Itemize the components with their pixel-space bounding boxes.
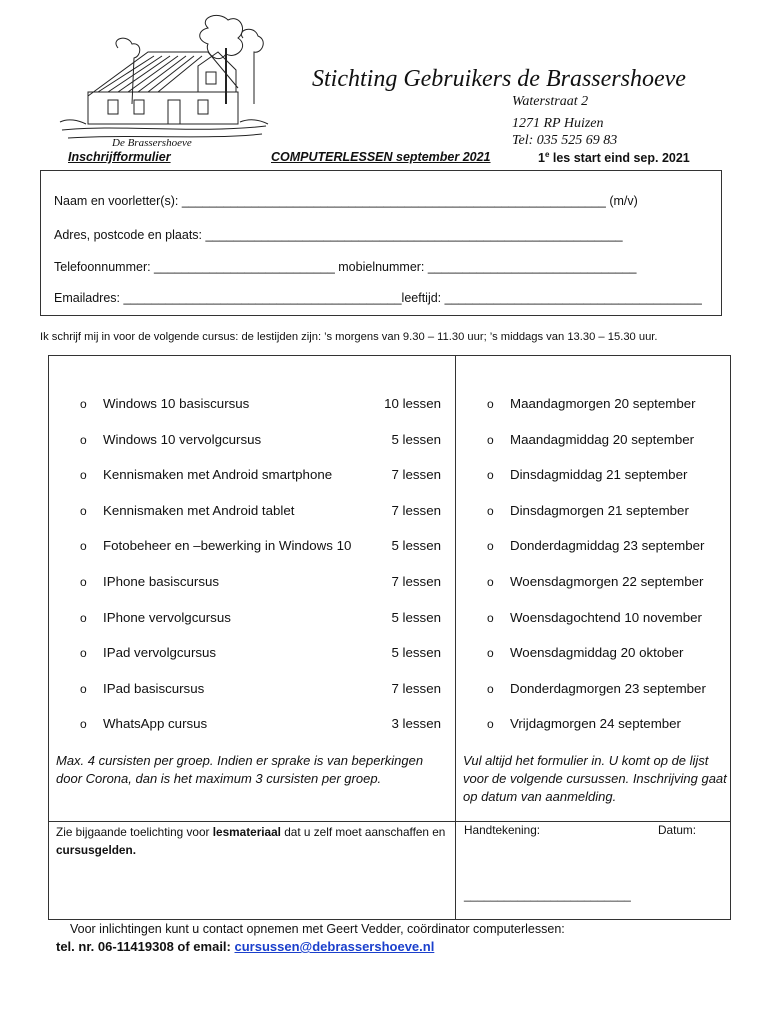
- course-checkbox[interactable]: o: [80, 503, 87, 518]
- course-name: IPad basiscursus: [103, 680, 205, 696]
- course-checkbox[interactable]: o: [80, 575, 87, 589]
- explanation-text-2: dat u zelf moet aanschaffen en: [280, 825, 446, 839]
- date-checkbox[interactable]: o: [487, 468, 494, 483]
- course-name: IPhone vervolgcursus: [103, 609, 231, 625]
- course-lessons: 5 lessen: [391, 609, 441, 625]
- course-lessons: 5 lessen: [391, 645, 441, 661]
- course-name: IPhone basiscursus: [103, 574, 220, 589]
- course-lessons: 5 lessen: [391, 538, 441, 554]
- contact-line: [56, 939, 434, 954]
- address-street: Waterstraat 2: [512, 94, 589, 109]
- date-label: Datum:: [658, 823, 697, 837]
- date-option: Woensdagmorgen 22 september: [510, 574, 704, 589]
- farmhouse-sketch-logo: [58, 8, 270, 148]
- contact-email-link[interactable]: cursussen@debrassershoeve.nl: [234, 939, 435, 954]
- explanation-text-1: Zie bijgaande toelichting voor: [56, 825, 213, 839]
- course-name: Kennismaken met Android tablet: [103, 502, 295, 518]
- course-lessons: 7 lessen: [391, 467, 441, 483]
- course-lessons: 7 lessen: [391, 574, 441, 589]
- start-date-text: les start eind sep. 2021: [549, 151, 690, 166]
- date-option: Donderdagmiddag 23 september: [510, 538, 705, 554]
- date-checkbox[interactable]: o: [487, 503, 494, 518]
- course-lessons: 7 lessen: [391, 502, 441, 518]
- date-checkbox[interactable]: o: [487, 646, 494, 661]
- date-checkbox[interactable]: o: [487, 397, 494, 411]
- course-name: Fotobeheer en –bewerking in Windows 10: [103, 538, 352, 554]
- date-checkbox[interactable]: o: [487, 575, 494, 589]
- date-checkbox[interactable]: o: [487, 610, 494, 625]
- course-checkbox[interactable]: o: [80, 397, 87, 411]
- contact-phone: tel. nr. 06-11419308 of email:: [56, 939, 235, 954]
- group-size-note: Max. 4 cursisten per groep. Indien er sprake is van beperkingen door Corona, dan is het maximum 3 cursisten per groep.: [56, 753, 424, 786]
- course-name: IPad vervolgcursus: [103, 645, 217, 661]
- date-checkbox[interactable]: o: [487, 717, 494, 732]
- course-checkbox[interactable]: o: [80, 717, 87, 732]
- registration-note: Vul altijd het formulier in. U komt op de lijst voor de volgende cursussen. Inschrijving gaat op datum van aanmelding.: [463, 753, 727, 804]
- course-lessons: 7 lessen: [391, 680, 441, 696]
- date-option: Woensdagmiddag 20 oktober: [510, 645, 684, 661]
- course-checkbox[interactable]: o: [80, 681, 87, 696]
- date-option: Dinsdagmorgen 21 september: [510, 502, 689, 518]
- date-option: Donderdagmorgen 23 september: [510, 680, 706, 696]
- name-field[interactable]: Naam en voorletter(s): _____________________________________________________________ (m/v): [54, 194, 638, 208]
- explanation-bold-2: cursusgelden.: [56, 843, 136, 857]
- course-name: Windows 10 basiscursus: [103, 396, 250, 411]
- date-checkbox[interactable]: o: [487, 432, 494, 447]
- column-divider: [455, 355, 456, 920]
- explanation-bold-1: lesmateriaal: [212, 825, 281, 839]
- phone-field[interactable]: Telefoonnummer: __________________________ mobielnummer: ______________________________: [54, 260, 637, 274]
- row-divider: [48, 821, 731, 822]
- logo-caption: De Brassershoeve: [112, 137, 192, 149]
- address-field[interactable]: Adres, postcode en plaats: ____________________________________________________________: [54, 228, 623, 242]
- course-lessons: 5 lessen: [391, 431, 441, 447]
- course-checkbox[interactable]: o: [80, 539, 87, 554]
- course-checkbox[interactable]: o: [80, 468, 87, 483]
- course-lessons: 10 lessen: [384, 396, 441, 411]
- course-lessons: 3 lessen: [391, 716, 441, 732]
- phone-number: Tel: 035 525 69 83: [512, 133, 618, 148]
- date-checkbox[interactable]: o: [487, 681, 494, 696]
- intro-text: Ik schrijf mij in voor de volgende cursus: de lestijden zijn: ’s morgens van 9.30 – 11.30 uur; ’s middags van 13.30 – 15.30 uur.: [40, 331, 658, 343]
- start-date-number: 1: [538, 151, 545, 166]
- start-date-note: [538, 150, 690, 165]
- date-option: Vrijdagmorgen 24 september: [510, 716, 681, 732]
- contact-info: Voor inlichtingen kunt u contact opnemen met Geert Vedder, coördinator computerlessen:: [70, 922, 565, 936]
- start-date-ordinal: e: [544, 150, 550, 159]
- course-title: COMPUTERLESSEN september 2021: [271, 150, 491, 164]
- signature-label: Handtekening:: [464, 823, 541, 837]
- course-checkbox[interactable]: o: [80, 646, 87, 661]
- date-option: Maandagmiddag 20 september: [510, 431, 695, 447]
- signature-field[interactable]: _________________________: [464, 888, 631, 902]
- address-city: 1271 RP Huizen: [512, 116, 604, 131]
- course-checkbox[interactable]: o: [80, 432, 87, 447]
- form-label: Inschrijfformulier: [68, 150, 171, 164]
- materials-explanation: [56, 823, 451, 859]
- course-name: Kennismaken met Android smartphone: [103, 467, 333, 483]
- date-option: Maandagmorgen 20 september: [510, 396, 696, 411]
- organization-name: Stichting Gebruikers de Brassershoeve: [312, 66, 686, 92]
- course-checkbox[interactable]: o: [80, 610, 87, 625]
- course-name: WhatsApp cursus: [103, 716, 208, 732]
- date-checkbox[interactable]: o: [487, 539, 494, 554]
- course-name: Windows 10 vervolgcursus: [103, 431, 262, 447]
- date-option: Dinsdagmiddag 21 september: [510, 467, 688, 483]
- date-option: Woensdagochtend 10 november: [510, 609, 702, 625]
- email-age-field[interactable]: Emailadres: ________________________________________leeftijd: _____________________________________: [54, 291, 702, 305]
